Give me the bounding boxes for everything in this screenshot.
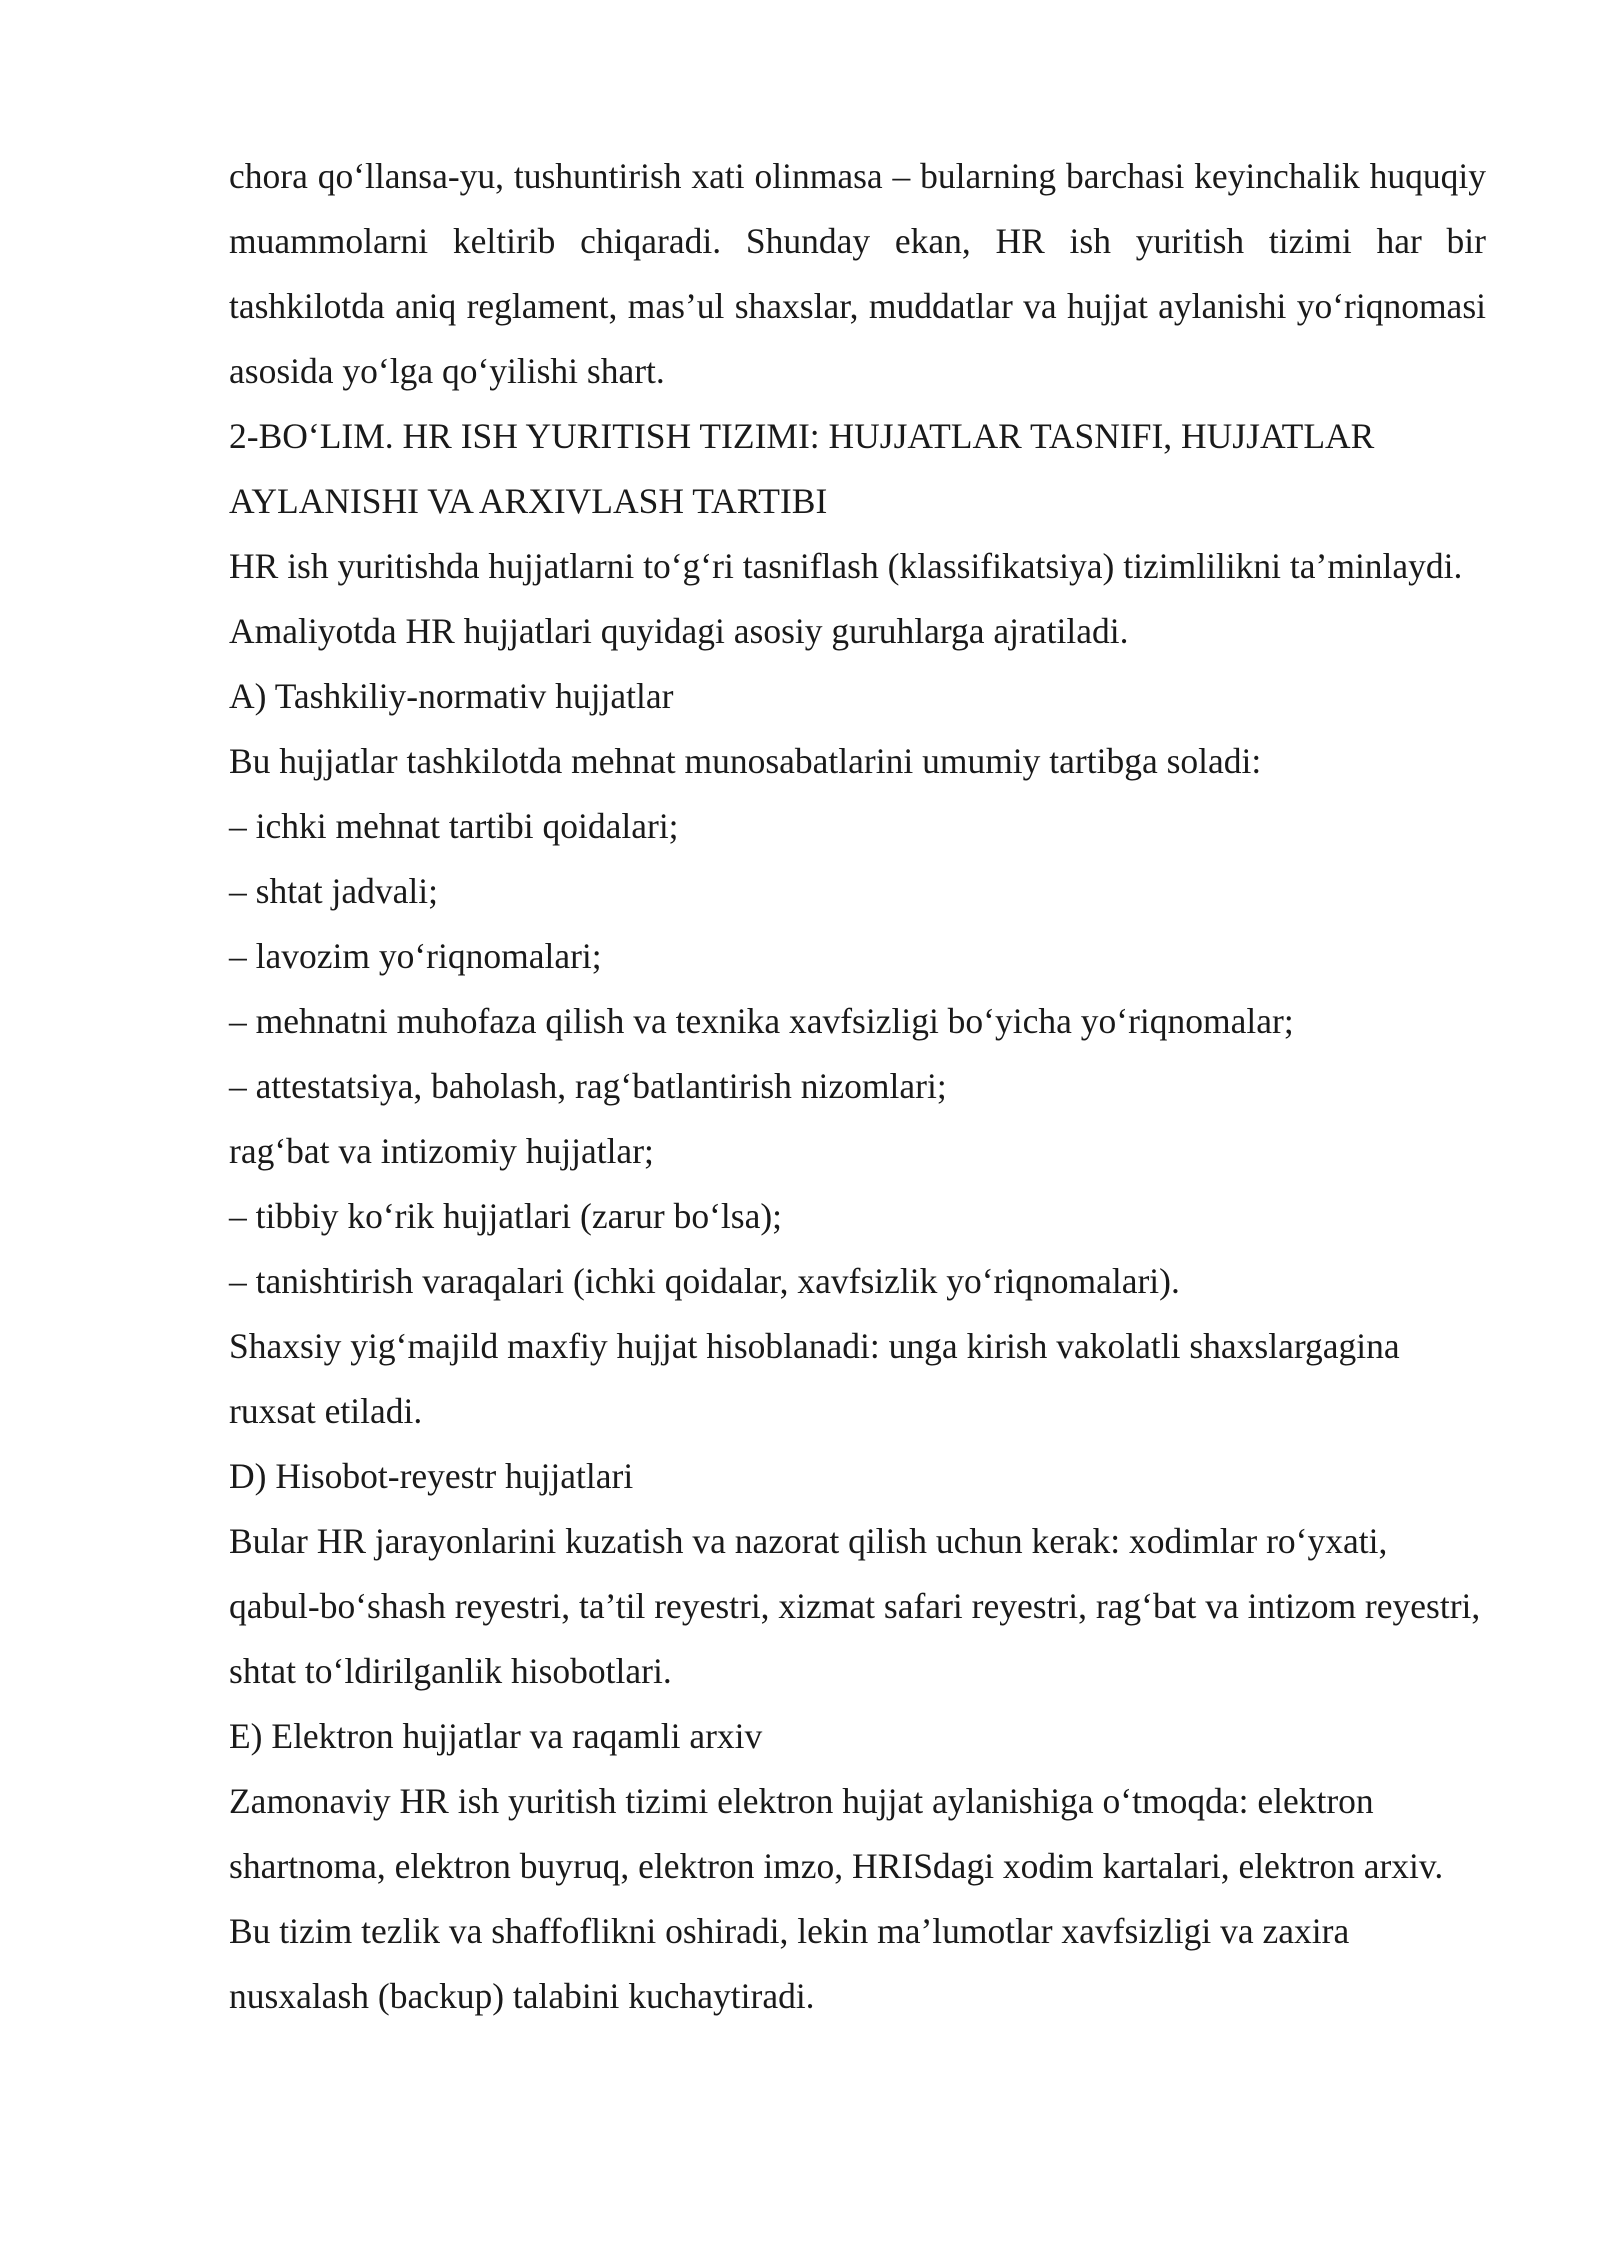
personal-file-paragraph: Shaxsiy yig‘majild maxfiy hujjat hisoblanadi: unga kirish vakolatli shaxslargagina ruxsat etiladi. <box>229 1326 1400 1431</box>
list-item: – tanishtirish varaqalari (ichki qoidalar, xavfsizlik yo‘riqnomalari). <box>229 1261 1180 1301</box>
document-page <box>229 144 1486 2029</box>
list-item: rag‘bat va intizomiy hujjatlar; <box>229 1131 654 1171</box>
list-item: – attestatsiya, baholash, rag‘batlantirish nizomlari; <box>229 1066 947 1106</box>
electronic-paragraph: Zamonaviy HR ish yuritish tizimi elektron hujjat aylanishiga o‘tmoqda: elektron shartnoma, elektron buyruq, elektron imzo, HRISdagi xodim kartalari, elektron arxiv. Bu tizim tezlik va shaffoflikni oshiradi, lekin ma’lumotlar xavfsizligi va zaxira nusxalash (backup) talabini kuchaytiradi. <box>229 1781 1444 2016</box>
list-item: – tibbiy ko‘rik hujjatlari (zarur bo‘lsa); <box>229 1196 783 1236</box>
reports-paragraph: Bular HR jarayonlarini kuzatish va nazorat qilish uchun kerak: xodimlar ro‘yxati, qabul-bo‘shash reyestri, ta’til reyestri, xizmat safari reyestri, rag‘bat va intizom reyestri, shtat to‘ldirilganlik hisobotlari. <box>229 1521 1481 1691</box>
list-item: – ichki mehnat tartibi qoidalari; <box>229 806 679 846</box>
intro-paragraph: chora qo‘llansa-yu, tushuntirish xati olinmasa – bularning barchasi keyinchalik huquqiy muammolarni keltirib chiqaradi. Shunday ekan, HR ish yuritish tizimi har bir tashkilotda aniq reglament, mas’ul shaxslar, muddatlar va hujjat aylanishi yo‘riqnomasi asosida yo‘lga qo‘yilishi shart. <box>229 156 1486 391</box>
list-item: – lavozim yo‘riqnomalari; <box>229 936 602 976</box>
subheading-e: E) Elektron hujjatlar va raqamli arxiv <box>229 1716 763 1756</box>
list-intro: Bu hujjatlar tashkilotda mehnat munosabatlarini umumiy tartibga soladi: <box>229 741 1262 781</box>
list-item: – shtat jadvali; <box>229 871 439 911</box>
section-heading: 2-BO‘LIM. HR ISH YURITISH TIZIMI: HUJJATLAR TASNIFI, HUJJATLAR AYLANISHI VA ARXIVLASH TARTIBI <box>229 416 1375 521</box>
subheading-a: A) Tashkiliy-normativ hujjatlar <box>229 676 674 716</box>
subheading-d: D) Hisobot-reyestr hujjatlari <box>229 1456 634 1496</box>
classification-paragraph: HR ish yuritishda hujjatlarni to‘g‘ri tasniflash (klassifikatsiya) tizimlilikni ta’minlaydi. Amaliyotda HR hujjatlari quyidagi asosiy guruhlarga ajratiladi. <box>229 546 1463 651</box>
list-item: – mehnatni muhofaza qilish va texnika xavfsizligi bo‘yicha yo‘riqnomalar; <box>229 1001 1294 1041</box>
